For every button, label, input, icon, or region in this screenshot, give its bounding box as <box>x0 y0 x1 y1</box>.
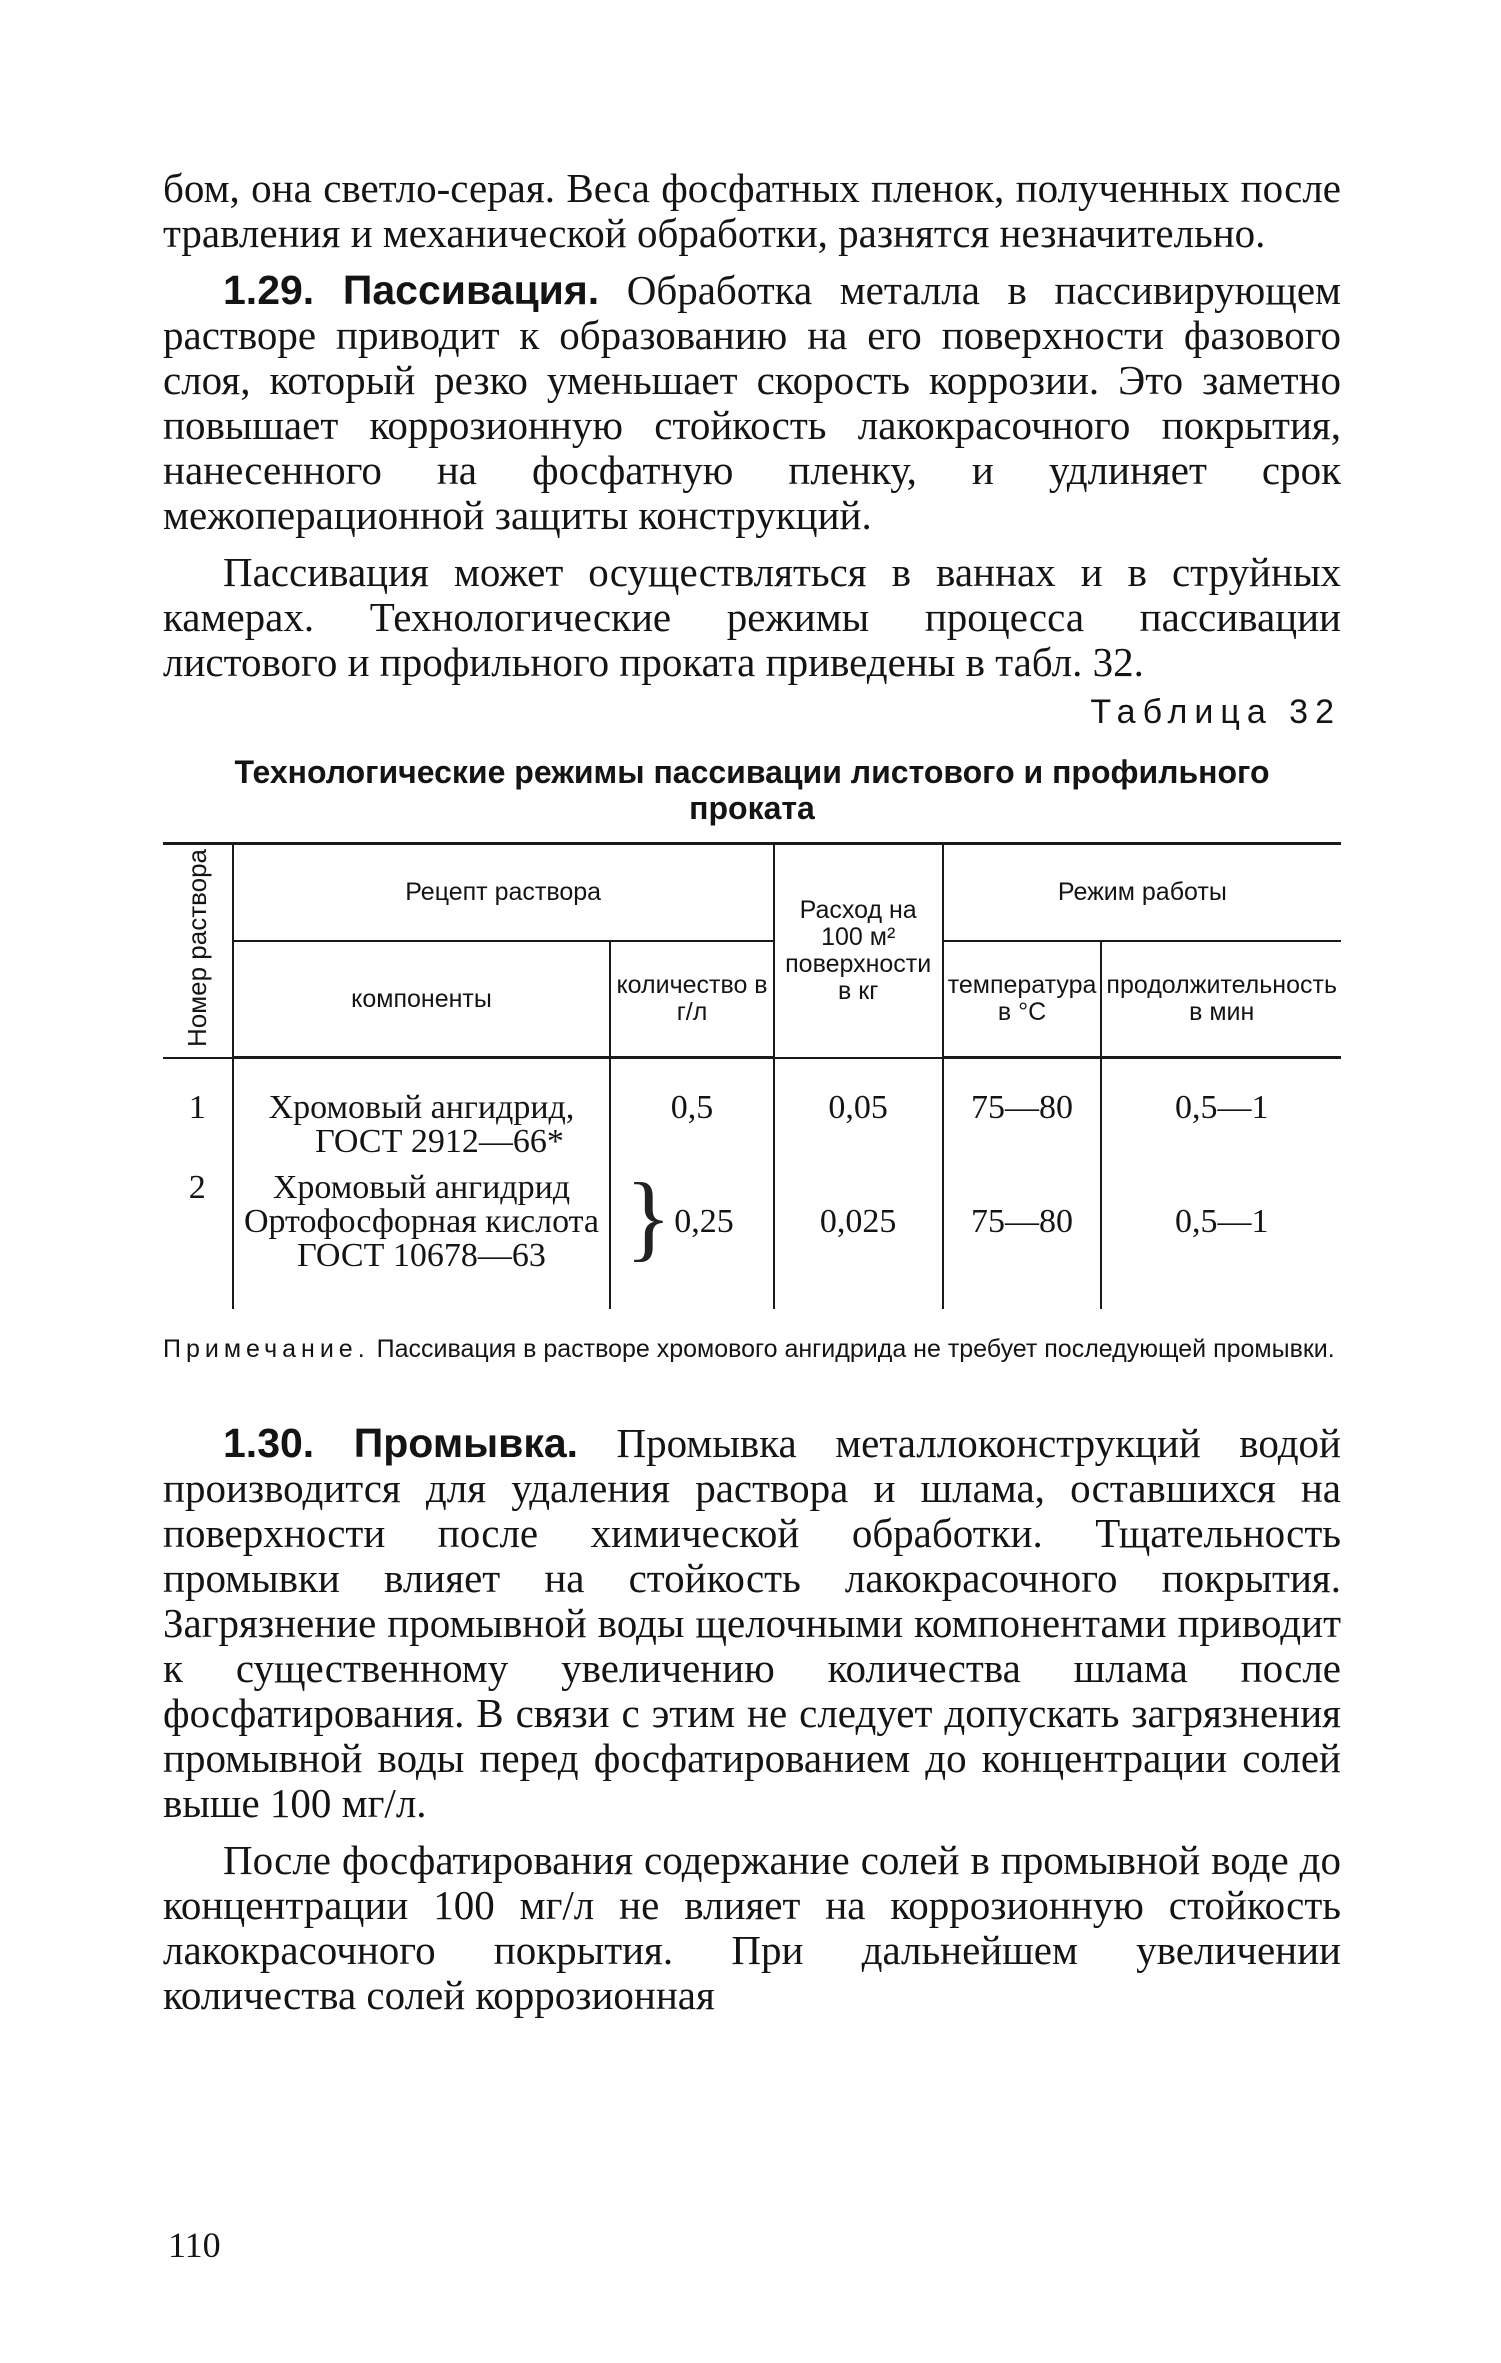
header-mode: Режим работы <box>943 844 1341 942</box>
header-components: компоненты <box>233 941 611 1058</box>
paragraph-last: После фосфатирования содержание солей в промывной воде до концентрации 100 мг/л не влияет на коррозионную стойкость лакокрасочного покрытия. При дальнейшем увеличении количества солей коррозионная <box>163 1837 1341 2019</box>
passivation-table <box>163 842 1341 1309</box>
cell-consumption: 0,05 <box>774 1058 943 1166</box>
header-number-col: Номер раствора <box>163 844 233 1058</box>
component-line: Хромовый ангидрид <box>272 1169 571 1207</box>
header-quantity: количество в г/л <box>610 941 773 1058</box>
section-1-29 <box>163 268 1341 538</box>
quantity-value: 0,25 <box>674 1203 734 1241</box>
note-text: Пассивация в растворе хромового ангидрида не требует последующей промывки. <box>369 1335 1335 1364</box>
section-1-30-heading: 1.30. Промывка. <box>223 1420 579 1467</box>
table-row <box>163 1058 1341 1166</box>
table-note <box>163 1335 1341 1363</box>
cell-components <box>233 1058 611 1166</box>
paragraph-passivation: Пассивация может осуществляться в ваннах и в струйных камерах. Технологические режимы процесса пассивации листового и профильного проката приведены в табл. 32. <box>163 549 1341 685</box>
page-number: 110 <box>168 2225 221 2265</box>
cell-number: 1 <box>163 1058 233 1166</box>
cell-consumption: 0,025 <box>774 1165 943 1309</box>
section-1-29-text: Обработка металла в пассивирующем растворе приводит к образованию на его поверхности фазового слоя, который резко уменьшает скорость коррозии. Это заметно повышает коррозионную стойкость лакокрасочного покрытия, нанесенного на фосфатную пленку, и удлиняет срок межоперационной защиты конструкций. <box>163 267 1341 538</box>
cell-duration: 0,5—1 <box>1101 1165 1341 1309</box>
cell-duration: 0,5—1 <box>1101 1058 1341 1166</box>
cell-temperature: 75—80 <box>943 1058 1102 1166</box>
page-content <box>163 166 1341 2018</box>
header-duration: продолжительность в мин <box>1101 941 1341 1058</box>
header-consumption: Расход на 100 м² поверхности в кг <box>774 844 943 1058</box>
cell-quantity: 0,5 <box>610 1058 773 1166</box>
table-row <box>163 1165 1341 1309</box>
component-line: Ортофосфорная кислота <box>243 1203 599 1241</box>
section-1-30 <box>163 1421 1341 1826</box>
cell-quantity <box>610 1165 773 1309</box>
section-1-29-heading: 1.29. Пассивация. <box>223 267 600 313</box>
component-line: ГОСТ 2912—66* <box>315 1123 564 1161</box>
table-number: Таблица 32 <box>1090 693 1341 731</box>
component-line: ГОСТ 10678—63 <box>297 1237 546 1275</box>
cell-number: 2 <box>163 1165 233 1309</box>
table-title: Технологические режимы пассивации листового и профильного проката <box>234 754 1270 826</box>
brace-symbol: } <box>625 1163 672 1271</box>
note-label: Примечание. <box>163 1335 370 1364</box>
cell-temperature: 75—80 <box>943 1165 1102 1309</box>
paragraph-top: бом, она светло-серая. Веса фосфатных пленок, полученных после травления и механической обработки, разнятся незначительно. <box>163 165 1341 256</box>
section-1-30-text: Промывка металлоконструкций водой производится для удаления раствора и шлама, оставшихся на поверхности после химической обработки. Тщательность промывки влияет на стойкость лакокрасочного покрытия. Загрязнение промывной воды щелочными компонентами приводит к существенному увеличению количества шлама после фосфатирования. В связи с этим не следует допускать загрязнения промывной воды перед фосфатированием до концентрации солей выше 100 мг/л. <box>163 1420 1341 1827</box>
cell-components <box>233 1165 611 1309</box>
header-recipe: Рецепт раствора <box>233 844 774 942</box>
header-temperature: температура в °С <box>943 941 1102 1058</box>
component-line: Хромовый ангидрид, <box>268 1089 575 1127</box>
